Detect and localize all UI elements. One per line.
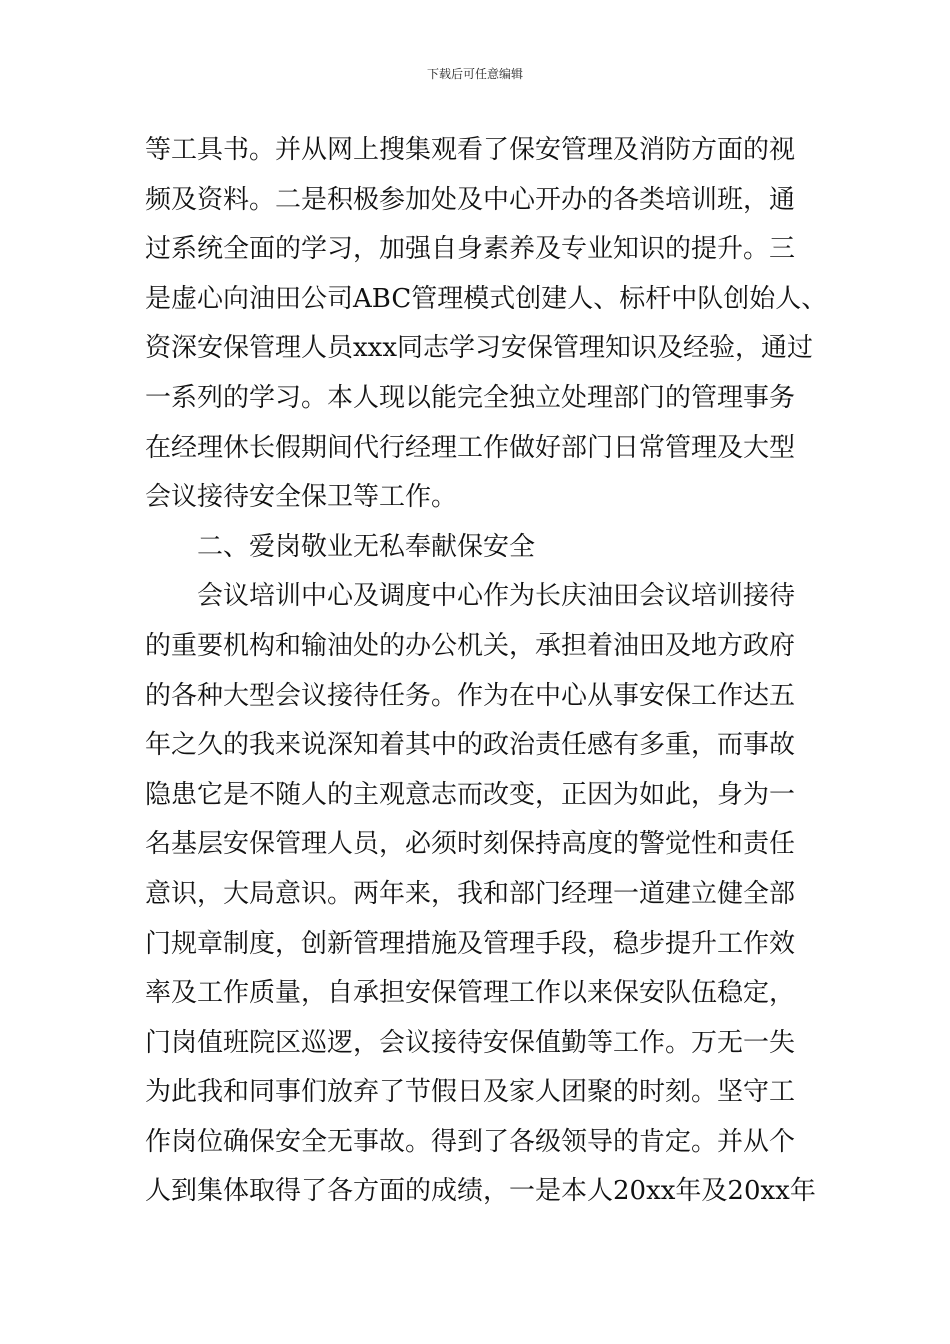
document-body bbox=[145, 126, 828, 1217]
body-line: 一系列的学习。本人现以能完全独立处理部门的管理事务 bbox=[145, 382, 796, 413]
body-line: 隐患它是不随人的主观意志而改变，正因为如此，身为一 bbox=[145, 779, 796, 810]
body-line: 等工具书。并从网上搜集观看了保安管理及消防方面的视 bbox=[145, 135, 796, 165]
body-line: 年之久的我来说深知着其中的政治责任感有多重，而事故 bbox=[145, 730, 796, 761]
body-line: 在经理休长假期间代行经理工作做好部门日常管理及大型 bbox=[145, 432, 796, 463]
body-line: 是虚心向油田公司ABC管理模式创建人、标杆中队创始人、 bbox=[145, 283, 828, 314]
body-line: 的重要机构和输油处的办公机关，承担着油田及地方政府 bbox=[145, 630, 796, 661]
body-line: 率及工作质量，自承担安保管理工作以来保安队伍稳定， bbox=[145, 978, 796, 1009]
body-line: 会议接待安全保卫等工作。 bbox=[145, 482, 458, 513]
page-header: 下载后可任意编辑 bbox=[426, 67, 523, 81]
body-line: 资深安保管理人员xxx同志学习安保管理知识及经验，通过 bbox=[145, 333, 813, 364]
section-heading: 二、爱岗敬业无私奉献保安全 bbox=[197, 531, 536, 562]
body-line: 人到集体取得了各方面的成绩，一是本人20xx年及20xx年 bbox=[145, 1176, 816, 1207]
body-line: 意识，大局意识。两年来，我和部门经理一道建立健全部 bbox=[145, 878, 796, 909]
body-line: 门规章制度，创新管理措施及管理手段，稳步提升工作效 bbox=[145, 928, 796, 959]
body-line: 过系统全面的学习，加强自身素养及专业知识的提升。三 bbox=[145, 234, 796, 265]
body-line: 的各种大型会议接待任务。作为在中心从事安保工作达五 bbox=[145, 680, 796, 711]
body-line: 作岗位确保安全无事故。得到了各级领导的肯定。并从个 bbox=[145, 1126, 796, 1157]
paragraph-first-line: 会议培训中心及调度中心作为长庆油田会议培训接待 bbox=[197, 581, 796, 612]
body-line: 频及资料。二是积极参加处及中心开办的各类培训班，通 bbox=[145, 184, 796, 215]
body-line: 门岗值班院区巡逻，会议接待安保值勤等工作。万无一失 bbox=[145, 1027, 796, 1058]
body-line: 名基层安保管理人员，必须时刻保持高度的警觉性和责任 bbox=[145, 829, 796, 860]
body-line: 为此我和同事们放弃了节假日及家人团聚的时刻。坚守工 bbox=[145, 1077, 796, 1108]
